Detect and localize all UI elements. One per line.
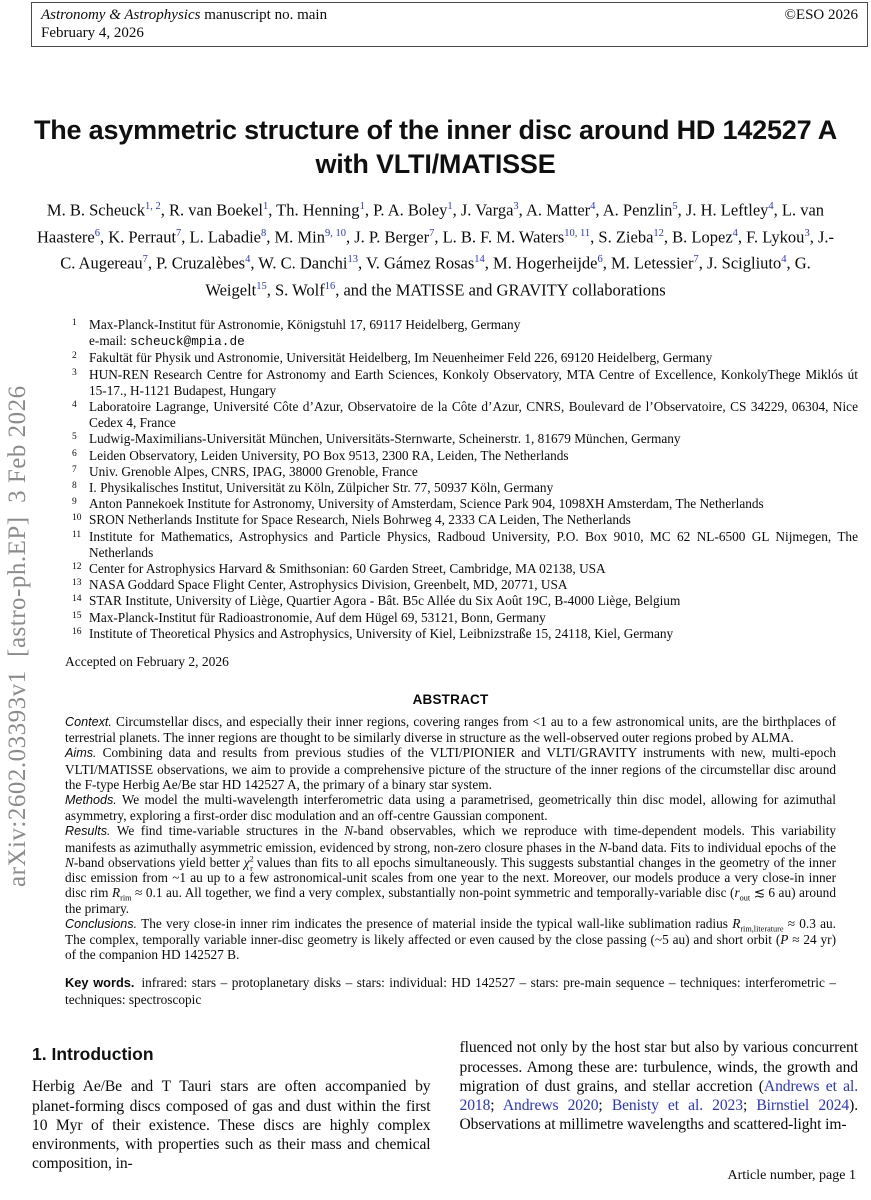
author-name: G. Weigelt	[205, 253, 811, 299]
author-name: A. Matter	[526, 200, 591, 220]
affiliation-item: 8 I. Physikalisches Institut, Universität zu Köln, Zülpicher Str. 77, 50937 Köln, Germany	[72, 480, 554, 496]
affiliation-item: 6 Leiden Observatory, Leiden University, PO Box 9513, 2300 RA, Leiden, The Netherlands	[72, 447, 569, 463]
author-name: K. Perraut	[108, 227, 177, 246]
section-heading-introduction: 1. Introduction	[32, 1044, 154, 1065]
affiliation-ref-link[interactable]: 12	[653, 227, 664, 239]
text-segment: χ	[243, 854, 250, 870]
affiliation-number: 5	[72, 432, 77, 443]
affiliation-item: 11 Institute for Mathematics, Astrophysics and Particle Physics, Radboud University, P.O. Box 9010, MC 62 NL-6500 GL Nijmegen, The Netherlands	[72, 528, 858, 560]
affiliation-ref-link[interactable]: 7	[693, 254, 699, 265]
affiliation-ref-link[interactable]: 3	[513, 201, 519, 212]
accepted-date: Accepted on February 2, 2026	[65, 654, 229, 670]
text-segment: rim,literature	[740, 924, 784, 934]
email-link[interactable]: scheuck@mpia.de	[129, 334, 245, 350]
author-list: M. B. Scheuck$^{1, 2}$, R. van Boekel$^1$, Th. Henning$^1$, P. A. Boley$^1$, J. Varga$^3$, A. Matter$^4$, A. Penzlin$^5$, J. H. Leftley$^4$, L. van Haastere$^6$, K. Perraut$^7$, L. Labadie$^8$, M. Min$^{9, 10}$, J. P. Berger$^7$, L. B. F. M. Waters$^{10, 11}$, S. Zieba$^{12}$, B. Lopez$^4$, F. Lykou$^3$, J.-C. Augereau$^7$, P. Cruzalèbes$^4$, W. C. Danchi$^{13}$, V. Gámez Rosas$^{14}$, M. Hogerheijde$^6$, M. Letessier$^7$, J. Scigliuto$^4$, G. Weigelt$^{15}$, S. Wolf$^{16}$, and the MATISSE and GRAVITY collaborations	[37, 200, 834, 299]
affiliation-ref-link[interactable]: 1	[262, 201, 269, 212]
text-segment: ;	[598, 1096, 612, 1114]
affiliation-ref-link[interactable]: 4	[590, 201, 596, 212]
affiliation-number: 7	[72, 464, 77, 475]
author-name: R. van Boekel	[169, 200, 263, 220]
abstract-paragraph	[65, 916, 836, 963]
text-segment: Circumstellar discs, and especially their inner regions, covering ranges from <1 au to a few astronomical units, are the birthplaces of terrestrial planets. The inner regions are thought to be similarly diverse in structure as the well-observed outer regions probed by ALMA.	[65, 714, 836, 746]
manuscript-no: manuscript no. main	[200, 7, 328, 23]
author-name: L. van Haastere	[37, 200, 825, 246]
abstract-paragraph-label: Results.	[65, 824, 111, 839]
affiliation-number: 12	[72, 562, 82, 573]
affiliation-number: 2	[72, 351, 77, 362]
intro-paragraph-right	[460, 1038, 859, 1134]
affiliation-ref-link[interactable]: 8	[261, 227, 267, 239]
affiliation-ref-link[interactable]: 1, 2	[145, 201, 161, 212]
affiliation-ref-link[interactable]: 9, 10	[324, 227, 346, 239]
author-name: J. Scigliuto	[706, 253, 782, 273]
affiliation-ref-link[interactable]: 7	[142, 254, 148, 265]
abstract-paragraph-label: Aims.	[65, 746, 97, 761]
affiliation-ref-link[interactable]: 1	[359, 201, 365, 212]
text-segment: ≲ 6 au) around the primary.	[65, 885, 836, 916]
intro-paragraph-left: Herbig Ae/Be and T Tauri stars are often accompanied by planet-forming discs composed of gas and dust within the first 10 Myr of their existence. These discs are highly complex environments, with properties such as their mass and chemical composition, in-	[32, 1078, 431, 1173]
header-date: February 4, 2026	[41, 24, 144, 41]
citation-link[interactable]: Andrews 2020	[502, 1096, 599, 1114]
affiliation-number: 10	[72, 513, 82, 524]
text-segment: out	[739, 893, 751, 903]
affiliation-ref-link[interactable]: 4	[732, 227, 738, 239]
author-name: J. H. Leftley	[685, 200, 769, 220]
affiliation-ref-link[interactable]: 1	[447, 201, 453, 212]
text-segment: -band observables, which we reproduce with time-dependent models. This variability manifests as azimuthally asymmetric emission, evidenced by strong, non-zero closure phases in the	[65, 823, 837, 855]
affiliation-number: 6	[72, 448, 77, 459]
abstract-paragraph-label: Conclusions.	[65, 916, 138, 931]
author-name: L. Labadie	[189, 227, 262, 246]
text-segment: N	[598, 839, 608, 855]
page-footer: Article number, page 1	[727, 1168, 856, 1183]
journal-name: Astronomy & Astrophysics	[41, 7, 201, 23]
author-name: S. Wolf	[275, 280, 325, 299]
affiliation-list	[72, 317, 858, 642]
text-segment: r	[734, 885, 740, 901]
text-segment: ;	[490, 1096, 503, 1114]
text-segment: -band observations yield better	[73, 854, 244, 870]
affiliation-number: 8	[72, 481, 77, 492]
affiliation-ref-link[interactable]: 6	[94, 227, 100, 239]
intro-column-left	[32, 1038, 431, 1173]
author-name: M. Letessier	[611, 253, 694, 273]
author-name: M. Min	[274, 227, 325, 246]
intro-columns	[32, 1038, 858, 1173]
affiliation-item: 12 Center for Astrophysics Harvard & Smithsonian: 60 Garden Street, Cambridge, MA 02138, USA	[72, 561, 606, 577]
affiliation-item: 4 Laboratoire Lagrange, Université Côte d’Azur, Observatoire de la Côte d’Azur, CNRS, Boulevard de l’Observatoire, CS 34229, 06304, Nice Cedex 4, France	[72, 399, 858, 431]
affiliation-number: 13	[72, 578, 82, 589]
text-segment: 2	[249, 854, 254, 864]
author-name: L. B. F. M. Waters	[442, 227, 565, 246]
affiliation-item: 16 Institute of Theoretical Physics and Astrophysics, University of Kiel, Leibnizstraße 15, 24118, Kiel, Germany	[72, 625, 674, 641]
affiliation-ref-link[interactable]: 7	[429, 227, 435, 239]
copyright-notice: ©ESO 2026	[784, 7, 858, 23]
text-segment: We find time-variable structures in the	[110, 823, 345, 839]
author-name: M. B. Scheuck	[46, 200, 145, 220]
abstract-paragraph	[65, 745, 836, 792]
author-name: S. Zieba	[598, 227, 654, 246]
citation-link[interactable]: Andrews et al. 2018	[459, 1077, 858, 1114]
manuscript-header	[31, 2, 868, 47]
affiliation-ref-link[interactable]: 10, 11	[564, 227, 591, 239]
affiliation-item: 7 Univ. Grenoble Alpes, CNRS, IPAG, 38000 Grenoble, France	[72, 463, 418, 479]
affiliation-ref-link[interactable]: 7	[176, 227, 182, 239]
affiliation-ref-link[interactable]: 4	[245, 254, 251, 265]
affiliation-number: 1	[72, 318, 77, 328]
author-name: M. Hogerheijde	[493, 253, 598, 273]
abstract-paragraph-label: Context.	[65, 715, 112, 730]
abstract-body	[65, 714, 836, 962]
affiliation-item: 13 NASA Goddard Space Flight Center, Astrophysics Division, Greenbelt, MD, 20771, USA	[72, 577, 568, 593]
text-segment: ≈ 0.3 au. The complex, temporally variable inner-disc geometry is likely affected or even caused by the close passing (~5 au) and short orbit (	[65, 915, 836, 947]
paper-title	[25, 113, 846, 181]
abstract-paragraph	[65, 792, 836, 823]
author-name: P. Cruzalèbes	[156, 253, 246, 273]
author-name: P. A. Boley	[373, 200, 448, 220]
affiliation-number: 16	[72, 626, 82, 637]
text-segment: P	[780, 931, 789, 947]
text-segment: ). Observations at millimetre wavelengths and scattered-light im-	[459, 1096, 859, 1134]
affiliation-number: 15	[72, 610, 82, 621]
affiliation-number: 14	[72, 594, 82, 605]
text-segment: Combining data and results from previous studies of the VLTI/PIONIER and VLTI/GRAVITY instruments with new, multi-epoch VLTI/MATISSE observations, we aim to provide a comprehensive picture of the structure of the inner regions of the circumstellar disc around the F-type Herbig Ae/Be star HD 142527 A, the primary of a binary star system.	[65, 745, 836, 792]
author-name: A. Penzlin	[602, 200, 673, 220]
affiliation-number: 11	[72, 529, 82, 540]
affiliation-item: 14 STAR Institute, University of Liège, Quartier Agora - Bât. B5c Allée du Six Août 19C, B-4000 Liège, Belgium	[72, 593, 681, 609]
affiliation-ref-link[interactable]: 4	[781, 254, 787, 265]
affiliation-ref-link[interactable]: 14	[474, 254, 485, 265]
affiliation-ref-link[interactable]: 4	[768, 201, 774, 212]
text-segment: values than fits to all epochs simultaneously. This suggests substantial changes in the geometry of the inner disc emission from ~1 au up to a few astronomical-unit scales from one year to the next. Moreover, our models produce a very close-in inner disc rim	[65, 854, 836, 901]
abstract-paragraph-label: Methods.	[65, 793, 117, 808]
author-name: V. Gámez Rosas	[365, 253, 475, 273]
text-segment: -band data. Fits to individual epochs of the	[607, 839, 836, 855]
affiliation-item: 15 Max-Planck-Institut für Radioastronomie, Auf dem Hügel 69, 53121, Bonn, Germany	[72, 609, 546, 625]
title-line-2: with VLTI/MATISSE	[315, 149, 556, 179]
text-segment: N	[65, 854, 74, 870]
author-name: J. Varga	[460, 200, 514, 220]
author-name: B. Lopez	[672, 227, 733, 246]
intro-column-right	[460, 1038, 859, 1173]
affiliation-item: 9 Anton Pannekoek Institute for Astronomy, University of Amsterdam, Science Park 904, 1098XH Amsterdam, The Netherlands	[72, 496, 764, 512]
author-name: J. P. Berger	[354, 227, 430, 246]
affiliation-ref-link[interactable]: 15	[256, 280, 267, 292]
affiliation-ref-link[interactable]: 6	[597, 254, 603, 265]
citation-link[interactable]: Benisty et al. 2023	[611, 1096, 743, 1114]
keywords-text: infrared: stars – protoplanetary disks – stars: individual: HD 142527 – stars: pre-main sequence – techniques: interferometric – techniques: spectroscopic	[65, 975, 836, 1007]
affiliation-ref-link[interactable]: 16	[324, 280, 336, 292]
header-left	[41, 7, 327, 46]
affiliation-ref-link[interactable]: 13	[347, 254, 358, 265]
affiliation-item: 3 HUN-REN Research Centre for Astronomy and Earth Sciences, Konkoly Observatory, MTA Centre of Excellence, KonkolyThege Miklós út 15-17., H-1121 Budapest, Hungary	[72, 366, 858, 398]
author-name: W. C. Danchi	[258, 253, 348, 273]
abstract-heading: ABSTRACT	[412, 692, 489, 708]
affiliation-ref-link[interactable]: 3	[804, 227, 810, 239]
text-segment: ≈ 0.1 au. All together, we find a very complex, substantially non-point symmetric and temporally-variable disc (	[131, 885, 735, 901]
arxiv-watermark: arXiv:2602.03393v1 [astro-ph.EP] 3 Feb 2026	[4, 385, 31, 887]
journal-line	[41, 7, 327, 25]
abstract-paragraph	[65, 823, 836, 915]
citation-link[interactable]: Birnstiel 2024	[756, 1096, 850, 1114]
affiliation-ref-link[interactable]: 5	[672, 201, 678, 212]
affiliation-item: 10 SRON Netherlands Institute for Space Research, Niels Bohrweg 4, 2333 CA Leiden, The Netherlands	[72, 512, 631, 528]
text-segment: ≈ 24 yr) of the companion HD 142527 B.	[65, 931, 836, 963]
text-segment: R	[111, 885, 121, 901]
author-name: Th. Henning	[276, 200, 360, 220]
text-segment: N	[344, 823, 354, 839]
affiliation-item: 2 Fakultät für Physik und Astronomie, Universität Heidelberg, Im Neuenheimer Feld 226, 69120 Heidelberg, Germany	[72, 350, 713, 366]
text-segment: rim	[120, 893, 132, 903]
author-name: F. Lykou	[746, 227, 805, 246]
text-segment: fluenced not only by the host star but also by various concurrent processes. Among these are: turbulence, winds, the growth and migration of dust grains, and stellar accretion (	[459, 1039, 858, 1095]
text-segment: R	[732, 915, 741, 931]
affiliation-number: 4	[72, 400, 77, 411]
text-segment: r	[250, 863, 253, 873]
text-segment: The very close-in inner rim indicates the presence of material inside the typical wall-like sublimation radius	[137, 915, 733, 931]
abstract-paragraph	[65, 714, 836, 745]
affiliation-number: 3	[72, 367, 77, 378]
keywords	[65, 975, 836, 1008]
author-name: J.-C. Augereau	[60, 227, 834, 273]
affiliation-item: 1 Max-Planck-Institut für Astronomie, Königstuhl 17, 69117 Heidelberg, Germany e-mail: scheuck@mpia.de	[72, 317, 521, 350]
title-line-1: The asymmetric structure of the inner disc around HD 142527 A	[33, 115, 838, 145]
text-segment: We model the multi-wavelength interferometric data using a parametrised, geometrically thin disc model, allowing for azimuthal asymmetry, exploring a first-order disc modulation and an off-centre Gaussian component.	[65, 792, 836, 824]
keywords-label: Key words.	[65, 975, 135, 991]
affiliation-number: 9	[72, 497, 77, 508]
affiliation-item: 5 Ludwig-Maximilians-Universität München, Universitäts-Sternwarte, Scheinerstr. 1, 81679 München, Germany	[72, 431, 681, 447]
text-segment: ;	[742, 1096, 757, 1114]
